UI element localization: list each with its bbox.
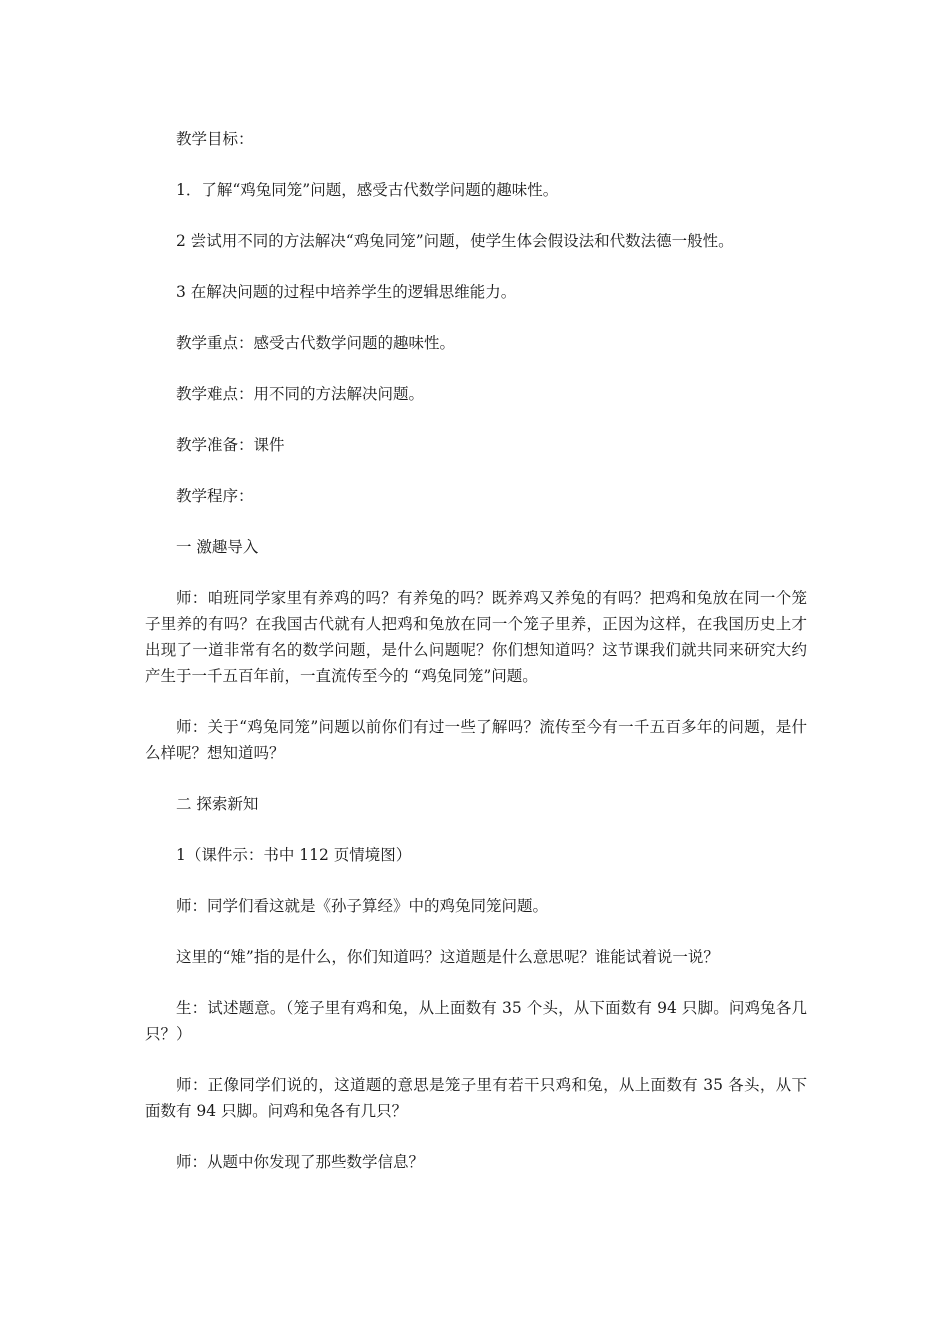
paragraph-teacher-info-question: 师：从题中你发现了那些数学信息？ [176, 1153, 425, 1171]
paragraph-procedure-heading: 教学程序： [176, 487, 254, 505]
paragraph-goal-3: 3 在解决问题的过程中培养学生的逻辑思维能力。 [176, 283, 517, 301]
paragraph-courseware-note: 1（课件示：书中 112 页情境图） [176, 846, 412, 864]
document-body [145, 126, 807, 1200]
paragraph-teacher-restate: 师：正像同学们说的，这道题的意思是笼子里有若干只鸡和兔，从上面数有 35 各头，从下面数有 94 只脚。问鸡和兔各有几只？ [145, 1076, 807, 1120]
paragraph-preparation: 教学准备：课件 [176, 436, 285, 454]
paragraph-difficulty: 教学难点：用不同的方法解决问题。 [176, 385, 425, 403]
paragraph-student-answer: 生：试述题意。（笼子里有鸡和兔，从上面数有 35 个头，从下面数有 94 只脚。问鸡兔各几只？） [145, 999, 807, 1043]
section-heading-explore: 二 探索新知 [176, 795, 259, 813]
paragraph-teacher-intro: 师：咱班同学家里有养鸡的吗？有养兔的吗？既养鸡又养兔的有吗？把鸡和兔放在同一个笼子里养的有吗？在我国古代就有人把鸡和兔放在同一个笼子里养，正因为这样，在我国历史上才出现了一道非常有名的数学问题，是什么问题呢？你们想知道吗？这节课我们就共同来研究大约产生于一千五百年前，一直流传至今的 “鸡兔同笼”问题。 [145, 589, 807, 685]
paragraph-goal-2: 2 尝试用不同的方法解决“鸡兔同笼”问题，使学生体会假设法和代数法德一般性。 [176, 232, 734, 250]
paragraph-teaching-goals-heading: 教学目标： [176, 130, 254, 148]
section-heading-introduction: 一 激趣导入 [176, 538, 259, 556]
paragraph-zhi-question: 这里的“雉”指的是什么，你们知道吗？这道题是什么意思呢？谁能试着说一说？ [176, 948, 719, 966]
paragraph-goal-1: 1．了解“鸡兔同笼”问题，感受古代数学问题的趣味性。 [176, 181, 559, 199]
paragraph-teacher-sunzi: 师：同学们看这就是《孙子算经》中的鸡兔同笼问题。 [176, 897, 549, 915]
paragraph-key-point: 教学重点：感受古代数学问题的趣味性。 [176, 334, 456, 352]
paragraph-teacher-question: 师：关于“鸡兔同笼”问题以前你们有过一些了解吗？流传至今有一千五百多年的问题，是什么样呢？想知道吗？ [145, 718, 807, 762]
